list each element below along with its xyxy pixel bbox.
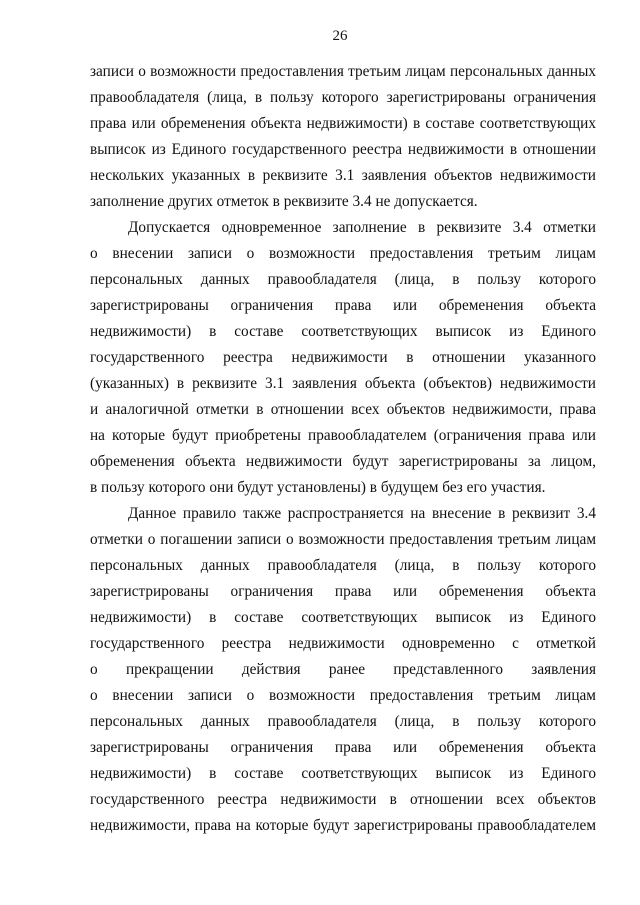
page-number: 26 [332, 28, 348, 44]
text-line: (указанных) в реквизите 3.1 заявления объекта (объектов) недвижимости [90, 375, 596, 392]
text-line: на которые будут приобретены правообладателем (ограничения права или [90, 427, 596, 444]
text-line: о прекращении действия ранее представленного заявления [90, 661, 596, 678]
text-line: нескольких указанных в реквизите 3.1 заявления объектов недвижимости [90, 167, 596, 184]
text-line: правообладателя (лица, в пользу которого зарегистрированы ограничения [90, 89, 596, 106]
paragraph [90, 61, 596, 217]
text-line: недвижимости, права на которые будут зарегистрированы правообладателем [90, 817, 596, 834]
text-line: зарегистрированы ограничения права или обременения объекта [90, 297, 596, 314]
text-line: персональных данных правообладателя (лица, в пользу которого [90, 557, 596, 574]
document-body [90, 61, 596, 841]
text-line: заполнение других отметок в реквизите 3.4 не допускается. [90, 193, 478, 210]
text-line: обременения объекта недвижимости будут зарегистрированы за лицом, [90, 453, 596, 470]
text-line: о внесении записи о возможности предоставления третьим лицам [90, 687, 596, 704]
text-line: недвижимости) в составе соответствующих выписок из Единого [90, 765, 596, 782]
text-line: государственного реестра недвижимости одновременно с отметкой [90, 635, 596, 652]
text-line: и аналогичной отметки в отношении всех объектов недвижимости, права [90, 401, 596, 418]
text-line: зарегистрированы ограничения права или обременения объекта [90, 583, 596, 600]
text-line: государственного реестра недвижимости в отношении указанного [90, 349, 596, 366]
text-line: Допускается одновременное заполнение в реквизите 3.4 отметки [128, 219, 596, 236]
paragraph [90, 217, 596, 503]
text-line: в пользу которого они будут установлены) в будущем без его участия. [90, 479, 546, 496]
text-line: Данное правило также распространяется на внесение в реквизит 3.4 [128, 505, 596, 522]
text-line: записи о возможности предоставления третьим лицам персональных данных [90, 63, 596, 80]
text-line: недвижимости) в составе соответствующих выписок из Единого [90, 323, 596, 340]
text-line: отметки о погашении записи о возможности предоставления третьим лицам [90, 531, 596, 548]
text-line: права или обременения объекта недвижимости) в составе соответствующих [90, 115, 596, 132]
text-line: выписок из Единого государственного реестра недвижимости в отношении [90, 141, 596, 158]
text-line: государственного реестра недвижимости в отношении всех объектов [90, 791, 596, 808]
text-line: персональных данных правообладателя (лица, в пользу которого [90, 713, 596, 730]
text-line: персональных данных правообладателя (лица, в пользу которого [90, 271, 596, 288]
text-line: недвижимости) в составе соответствующих выписок из Единого [90, 609, 596, 626]
paragraph [90, 503, 596, 841]
text-line: зарегистрированы ограничения права или обременения объекта [90, 739, 596, 756]
text-line: о внесении записи о возможности предоставления третьим лицам [90, 245, 596, 262]
